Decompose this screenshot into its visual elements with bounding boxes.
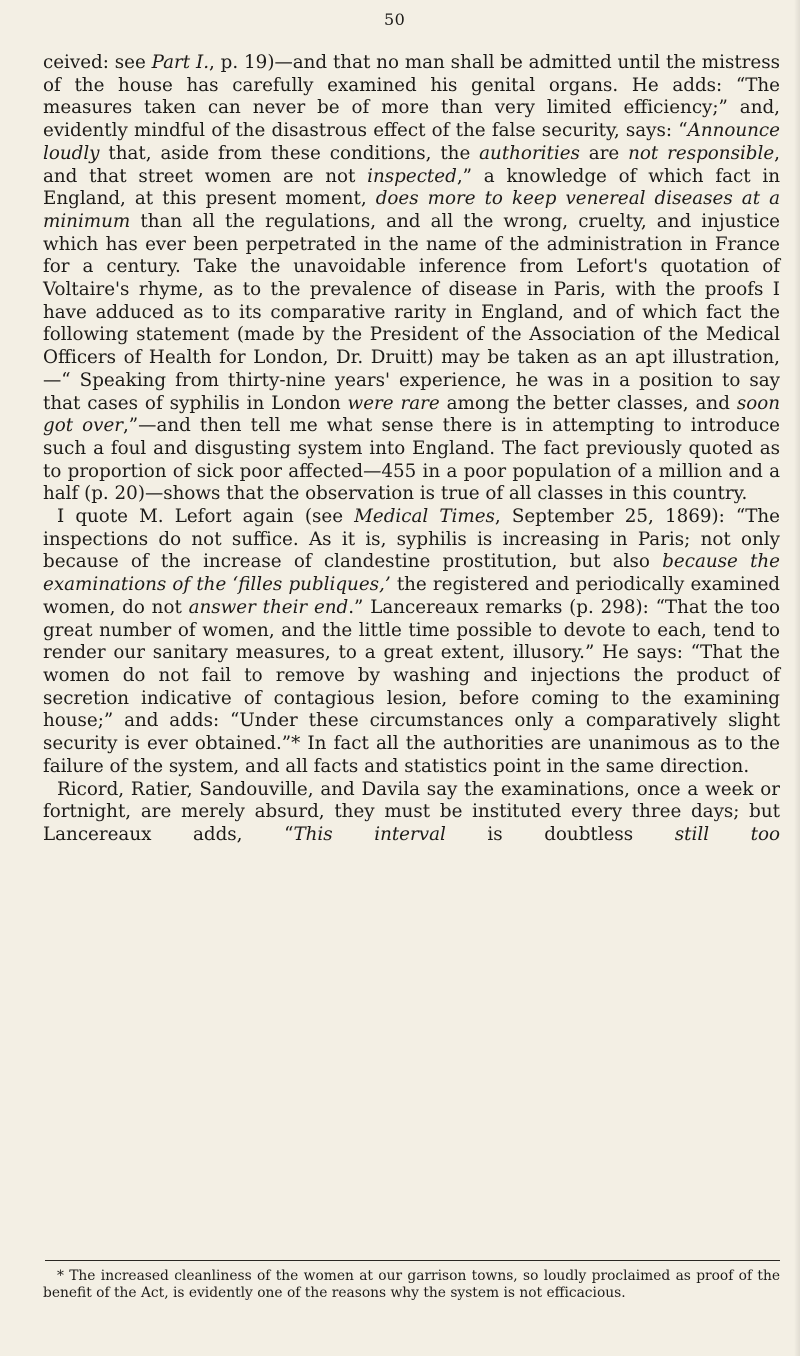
italic-run: not responsible xyxy=(628,142,775,164)
text-run: , September 25, 1869): “The inspections do not suffice. As it is, syphilis is increasing in Paris; not only because of the increase of clandestine prostitution, but also xyxy=(43,506,780,573)
text-run: ,” a knowledge of which fact in England, at this present moment, xyxy=(43,165,780,210)
italic-run: answer their end xyxy=(188,596,349,618)
text-run: ,”—and then tell me what sense there is in attempting to introduce such a foul and disgusting system into England. The fact previously quoted as to proportion of sick poor affected—455 in a poor population of a million and a half (p. 20)—shows that the observation is true of all classes in this country. xyxy=(43,415,780,505)
text-run: that, aside from these conditions, the xyxy=(99,142,480,164)
italic-run: inspected xyxy=(367,165,457,187)
footnote xyxy=(43,1268,780,1302)
italic-run: authorities xyxy=(479,142,580,164)
footnote-text: * The increased cleanliness of the women at our garrison towns, so loudly proclaimed as proof of the benefit of the Act, is evidently one of the reasons why the system is not efficacious. xyxy=(43,1268,780,1301)
text-run: are xyxy=(579,142,629,164)
text-run: .” Lancereaux remarks (p. 298): “That the too great number of women, and the little time possible to devote to each, tend to render our sanitary measures, to a great extent, illusory.” He says: “That the women do not fail to remove by washing and injections the product of secretion indicative of contagious lesion, before coming to the examining house;” and adds: “Under these circumstances only a comparatively slight security is ever obtained.”* In fact all the authorities are unanimous as to the failure of the system, and all facts and statistics point in the same direction. xyxy=(43,596,780,777)
italic-run: soon got over xyxy=(43,392,780,437)
italic-run: does more to keep venereal diseases at a minimum xyxy=(43,188,780,232)
page-edge-shadow xyxy=(794,0,800,1356)
italic-run: Announce loudly xyxy=(43,120,780,164)
text-run: I quote M. Lefort again (see xyxy=(57,506,355,528)
italic-run: Medical Times xyxy=(354,506,495,528)
footnote-divider xyxy=(45,1260,780,1261)
text-run: than all the regulations, and all the wrong, cruelty, and injustice which has ever been perpetrated in the name of the administration in France for a century. Take the unavoidable inference from Lefort's quotation of Voltaire's rhyme, as to the prevalence of disease in Paris, with the proofs I have adduced as to its comparative rarity in England, and of which fact the following statement (made by the President of the Association of the Medical Officers of Health for London, Dr. Druitt) may be taken as an apt illustration,—“ Speaking from thirty-nine years' experience, he was in a position to say that cases of syphilis in London xyxy=(43,210,780,414)
text-run: ceived: see xyxy=(43,52,152,73)
paragraph-1 xyxy=(43,52,780,506)
text-run: is doubtless xyxy=(445,823,675,845)
italic-run: because the examinations of the ‘filles publiques,’ xyxy=(43,551,781,596)
paragraph-3 xyxy=(43,779,780,847)
text-run: , p. 19)—and that no man shall be admitted until the mistress of the house has carefully examined his genital organs. He adds: “The measures taken can never be of more than very limited efficiency;” and, evidently mindful of the disastrous effect of the false security, says: “ xyxy=(43,52,780,142)
italic-run: were rare xyxy=(347,392,440,414)
body-text xyxy=(43,52,780,847)
text-run: , and that street women are not xyxy=(43,142,780,187)
italic-run: This interval xyxy=(293,823,446,845)
text-run: Ricord, Ratier, Sandouville, and Davila say the examinations, once a week or fortnight, are merely absurd, they must be instituted every three days; but Lancereaux adds, “ xyxy=(43,778,780,845)
page-number: 50 xyxy=(384,10,406,29)
text-run: among the better classes, and xyxy=(439,392,737,414)
italic-run: still too xyxy=(674,823,780,845)
italic-run: Part I. xyxy=(151,52,210,73)
text-run: the registered and periodically examined women, do not xyxy=(43,574,780,618)
paragraph-2 xyxy=(43,506,780,778)
